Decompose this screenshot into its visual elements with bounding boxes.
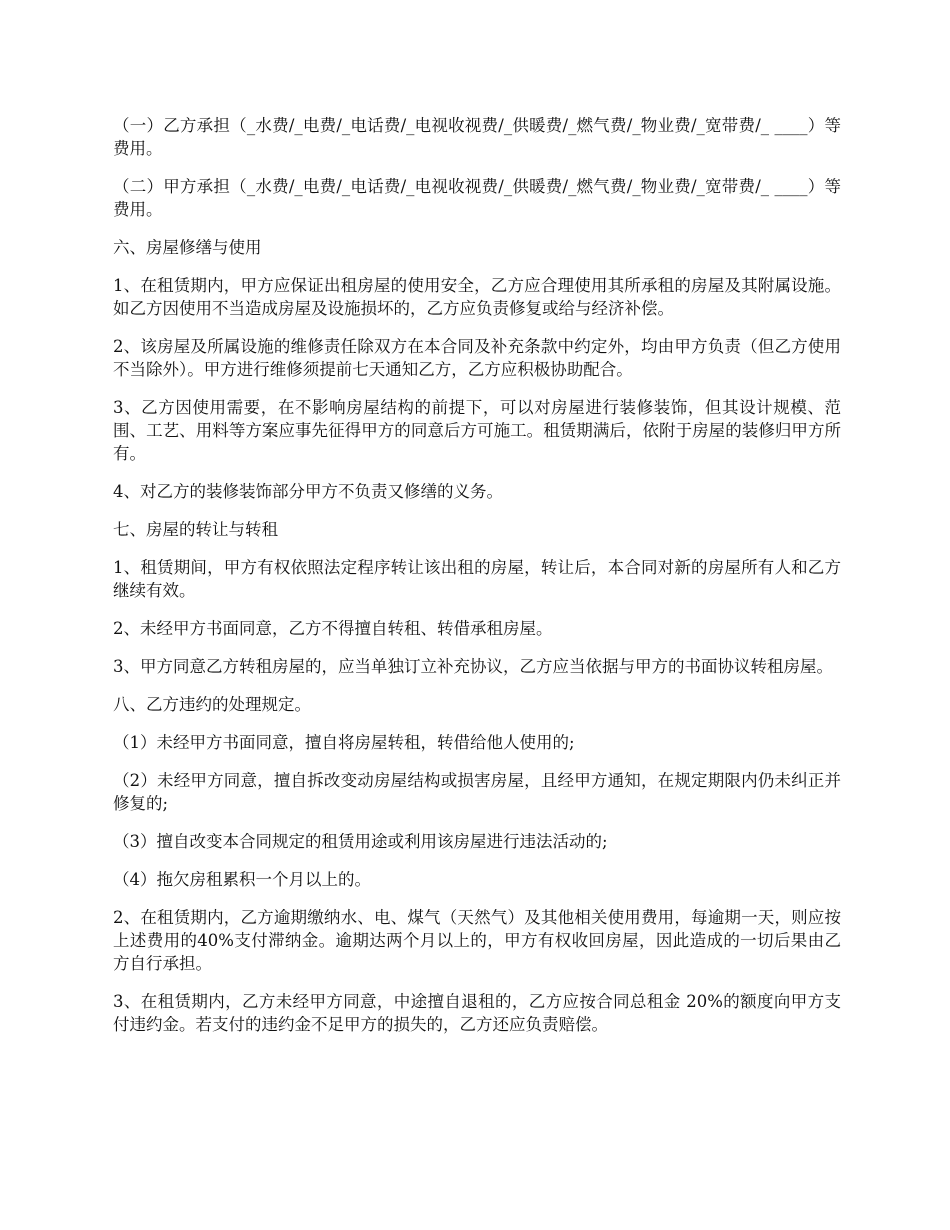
document-body — [113, 114, 841, 1051]
breach-item-1: （1）未经甲方书面同意，擅自将房屋转租，转借给他人使用的; — [113, 733, 575, 752]
clause-tenant-fees: （一）乙方承担（_水费/_电费/_电话费/_电视收视费/_供暖费/_燃气费/_物业费/_宽带费/_ ____）等费用。 — [113, 116, 841, 158]
clause-landlord-fees: （二）甲方承担（_水费/_电费/_电话费/_电视收视费/_供暖费/_燃气费/_物业费/_宽带费/_ ____）等费用。 — [113, 177, 841, 219]
section-heading-transfer-sublease: 七、房屋的转让与转租 — [113, 520, 278, 539]
breach-item-2: （2）未经甲方同意，擅自拆改变动房屋结构或损害房屋，且经甲方通知，在规定期限内仍未纠正并修复的; — [113, 771, 841, 813]
clause-breach-2: 2、在租赁期内，乙方逾期缴纳水、电、煤气（天然气）及其他相关使用费用，每逾期一天，则应按上述费用的40%支付滞纳金。逾期达两个月以上的，甲方有权收回房屋，因此造成的一切后果由乙方自行承担。 — [113, 908, 841, 973]
clause-transfer-1: 1、租赁期间，甲方有权依照法定程序转让该出租的房屋，转让后，本合同对新的房屋所有人和乙方继续有效。 — [113, 558, 841, 600]
section-heading-repair-use: 六、房屋修缮与使用 — [113, 238, 262, 257]
section-heading-tenant-breach: 八、乙方违约的处理规定。 — [113, 695, 311, 714]
clause-repair-2: 2、该房屋及所属设施的维修责任除双方在本合同及补充条款中约定外，均由甲方负责（但乙方使用不当除外）。甲方进行维修须提前七天通知乙方，乙方应积极协助配合。 — [113, 337, 841, 379]
breach-item-4: （4）拖欠房租累积一个月以上的。 — [113, 870, 371, 889]
clause-repair-1: 1、在租赁期内，甲方应保证出租房屋的使用安全，乙方应合理使用其所承租的房屋及其附属设施。如乙方因使用不当造成房屋及设施损坏的，乙方应负责修复或给与经济补偿。 — [113, 276, 841, 318]
clause-repair-4: 4、对乙方的装修装饰部分甲方不负责又修缮的义务。 — [113, 482, 503, 501]
clause-transfer-2: 2、未经甲方书面同意，乙方不得擅自转租、转借承租房屋。 — [113, 619, 553, 638]
clause-breach-3: 3、在租赁期内，乙方未经甲方同意，中途擅自退租的，乙方应按合同总租金 20%的额度向甲方支付违约金。若支付的违约金不足甲方的损失的，乙方还应负责赔偿。 — [113, 992, 841, 1034]
breach-item-3: （3）擅自改变本合同规定的租赁用途或利用该房屋进行违法活动的; — [113, 832, 608, 851]
clause-transfer-3: 3、甲方同意乙方转租房屋的，应当单独订立补充协议，乙方应当依据与甲方的书面协议转租房屋。 — [113, 657, 833, 676]
clause-repair-3: 3、乙方因使用需要，在不影响房屋结构的前提下，可以对房屋进行装修装饰，但其设计规模、范围、工艺、用料等方案应事先征得甲方的同意后方可施工。租赁期满后，依附于房屋的装修归甲方所有。 — [113, 398, 841, 463]
